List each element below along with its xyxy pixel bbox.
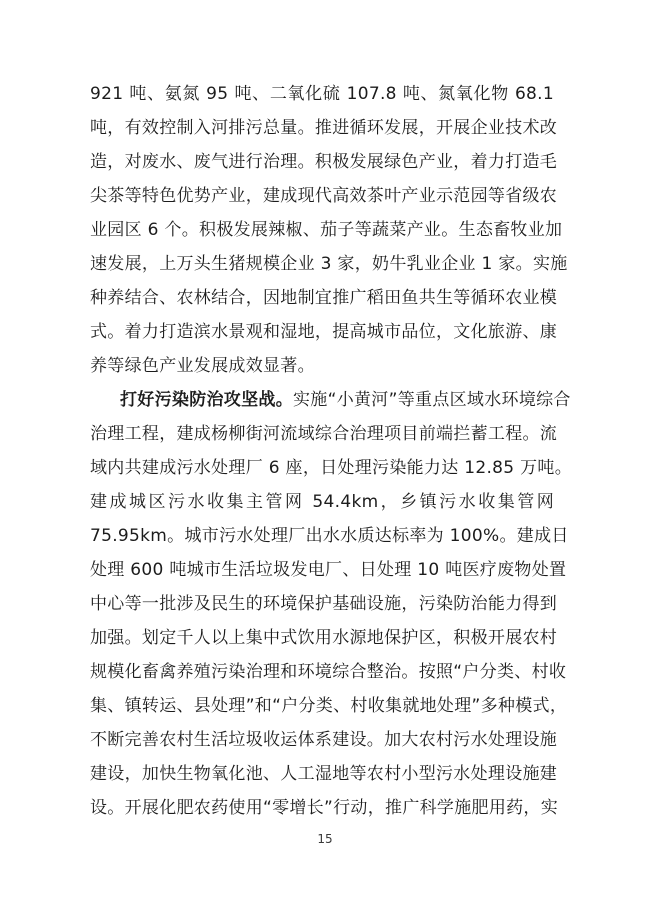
text-line: 种养结合、农林结合，因地制宜推广稻田鱼共生等循环农业模 bbox=[90, 288, 558, 308]
text-line: 速发展，上万头生猪规模企业 3 家，奶牛乳业企业 1 家。实施 bbox=[90, 254, 568, 274]
text-line: 吨，有效控制入河排污总量。推进循环发展，开展企业技术改 bbox=[90, 118, 558, 138]
text-line-rest: 实施“小黄河”等重点区域水环境综合 bbox=[293, 390, 571, 410]
text-line: 尖茶等特色优势产业，建成现代高效茶叶产业示范园等省级农 bbox=[90, 186, 558, 206]
text-line: 建成城区污水收集主管网 54.4km，乡镇污水收集管网 bbox=[90, 492, 554, 512]
text-line: 集、镇转运、县处理”和“户分类、村收集就地处理”多种模式， bbox=[90, 696, 568, 716]
text-line: 中心等一批涉及民生的环境保护基础设施，污染防治能力得到 bbox=[90, 594, 558, 614]
page-number: 15 bbox=[317, 832, 333, 846]
text-line: 造，对废水、废气进行治理。积极发展绿色产业，着力打造毛 bbox=[90, 152, 558, 172]
text-line: 式。着力打造滨水景观和湿地，提高城市品位，文化旅游、康 bbox=[90, 322, 558, 342]
text-line: 处理 600 吨城市生活垃圾发电厂、日处理 10 吨医疗废物处置 bbox=[90, 560, 567, 580]
text-line: 域内共建成污水处理厂 6 座，日处理污染能力达 12.85 万吨。 bbox=[90, 458, 572, 478]
text-line: 75.95km。城市污水处理厂出水水质达标率为 100%。建成日 bbox=[90, 526, 569, 546]
text-line: 建设，加快生物氧化池、人工湿地等农村小型污水处理设施建 bbox=[90, 764, 558, 784]
paragraph bbox=[90, 383, 572, 825]
text-line: 治理工程，建成杨柳街河流域综合治理项目前端拦蓄工程。流 bbox=[90, 424, 558, 444]
text-line: 不断完善农村生活垃圾收运体系建设。加大农村污水处理设施 bbox=[90, 730, 558, 750]
text-line: 养等绿色产业发展成效显著。 bbox=[90, 356, 315, 376]
text-line: 921 吨、氨氮 95 吨、二氧化硫 107.8 吨、氮氧化物 68.1 bbox=[90, 84, 554, 104]
paragraph bbox=[90, 77, 568, 383]
text-line: 设。开展化肥农药使用“零增长”行动，推广科学施肥用药，实 bbox=[90, 798, 559, 818]
text-line bbox=[90, 383, 571, 417]
text-line: 规模化畜禽养殖污染治理和环境综合整治。按照“户分类、村收 bbox=[90, 662, 567, 682]
text-line: 加强。划定千人以上集中式饮用水源地保护区，积极开展农村 bbox=[90, 628, 558, 648]
text-line: 业园区 6 个。积极发展辣椒、茄子等蔬菜产业。生态畜牧业加 bbox=[90, 220, 563, 240]
text-column bbox=[90, 77, 572, 825]
paragraph-lead-bold: 打好污染防治攻坚战。 bbox=[120, 390, 293, 410]
